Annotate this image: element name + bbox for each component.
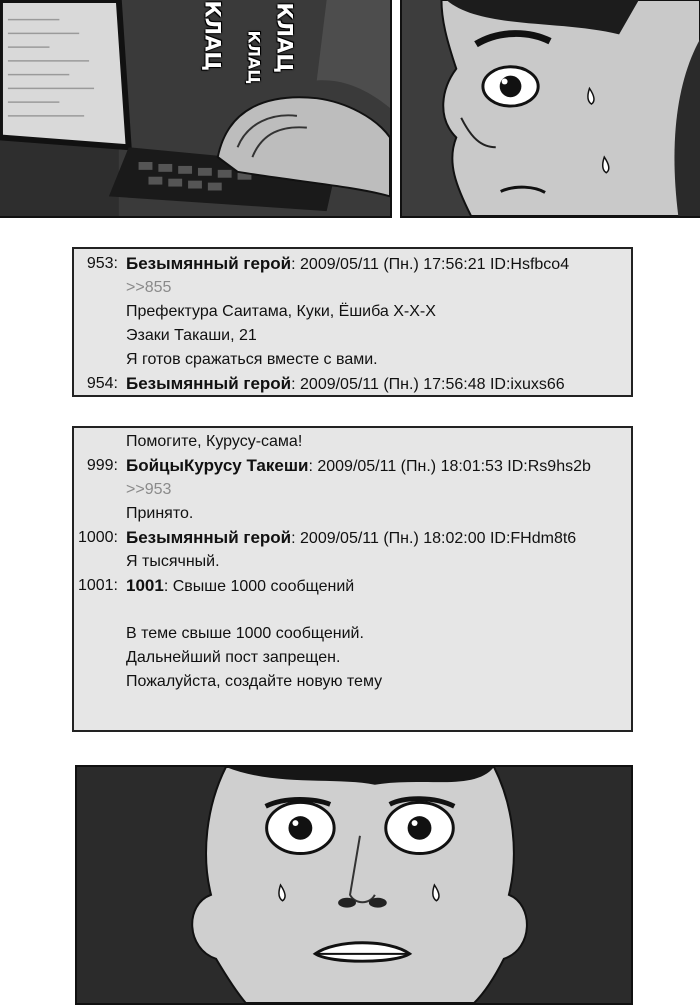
post-953-line-2: Эзаки Такаши, 21 — [126, 327, 257, 344]
post-author: Безымянный герой — [126, 374, 292, 393]
sfx-klats-middle — [242, 32, 266, 53]
post-meta: : 2009/05/11 (Пн.) 18:02:00 ID:FHdm8t6 — [291, 530, 577, 547]
typing-art — [0, 0, 390, 216]
post-number: 999: — [86, 457, 118, 474]
post-number: 1000: — [77, 529, 118, 546]
sfx-text — [202, 1, 223, 25]
post-number: 954: — [86, 375, 118, 392]
panel-face-closeup — [400, 0, 700, 218]
sfx-klats-left — [200, 2, 224, 23]
sfx-klats-right — [272, 4, 296, 25]
post-953-line-3: Я готов сражаться вместе с вами. — [126, 351, 378, 368]
post-999-quote: >>953 — [126, 481, 172, 498]
post-1001-line-2: Дальнейший пост запрещен. — [126, 649, 341, 666]
sfx-text — [274, 3, 295, 27]
post-1001-line-1: В теме свыше 1000 сообщений. — [126, 625, 364, 642]
shocked-face-art — [77, 767, 631, 1003]
forum-thread-box-1 — [72, 247, 633, 397]
post-number: 953: — [86, 255, 118, 272]
post-1001-line-3: Пожалуйста, создайте новую тему — [126, 673, 383, 690]
post-998-tail: Помогите, Курусу-сама! — [126, 433, 303, 450]
post-meta: : 2009/05/11 (Пн.) 17:56:48 ID:ixuxs66 — [291, 376, 565, 393]
post-953-line-1: Префектура Саитама, Куки, Ёшиба Х-Х-Х — [126, 303, 436, 320]
face-closeup-art — [402, 0, 700, 216]
post-author: БойцыКурусу Такеши — [126, 456, 309, 475]
post-meta: : 2009/05/11 (Пн.) 18:01:53 ID:Rs9hs2b — [308, 458, 591, 475]
panel-typing — [0, 0, 392, 218]
post-999-line-1: Принято. — [126, 505, 194, 522]
forum-thread-box-2 — [72, 426, 633, 732]
post-953-quote: >>855 — [126, 279, 172, 296]
post-author: 1001 — [126, 576, 164, 595]
post-number: 1001: — [77, 577, 118, 594]
post-meta: : 2009/05/11 (Пн.) 17:56:21 ID:Hsfbco4 — [291, 256, 570, 273]
sfx-text — [244, 31, 265, 55]
post-author: Безымянный герой — [126, 528, 292, 547]
post-author: Безымянный герой — [126, 254, 292, 273]
panel-shocked-face — [75, 765, 633, 1005]
post-1000-line-1: Я тысячный. — [126, 553, 220, 570]
post-meta: : Свыше 1000 сообщений — [163, 578, 355, 595]
